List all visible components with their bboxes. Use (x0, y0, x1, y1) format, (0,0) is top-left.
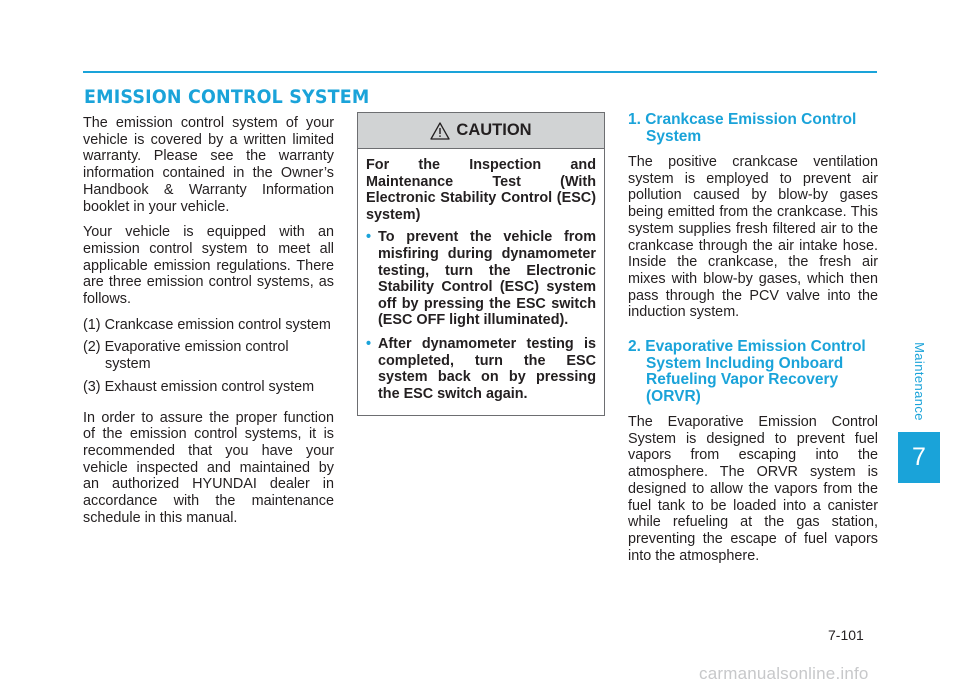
page-title: EMISSION CONTROL SYSTEM (84, 86, 370, 108)
watermark: carmanualsonline.info (699, 664, 869, 683)
warning-triangle-icon (430, 122, 450, 140)
caution-body (358, 149, 604, 402)
side-tab-maintenance[interactable] (898, 335, 940, 428)
section-body-evaporative: The Evaporative Emission Control System is designed to prevent fuel vapors from escaping into the atmosphere. The ORVR system is designed to allow the vapors from the fuel tank to be loaded into a canister while refueling at the gas station, preventing the escape of fuel vapors into the atmosphere. (628, 414, 878, 564)
list-item: (2) Evaporative emission control system (83, 339, 289, 373)
caution-intro: For the Inspection and Maintenance Test (With Electronic Stability Control (ESC) system) (366, 157, 596, 223)
caution-bullet: • After dynamometer testing is completed, turn the ESC system back on by pressing the ESC switch again. (366, 336, 596, 402)
top-divider (83, 71, 877, 73)
right-column (628, 112, 878, 573)
caution-box (357, 112, 605, 416)
side-tab-label: Maintenance (911, 342, 927, 421)
section-body-crankcase: The positive crankcase ventilation system is employed to prevent air pollution caused by blow-by gases being emitted from the crankcase. This system supplies fresh filtered air to the crankcase through the air intake hose. Inside the crankcase, the fresh air mixes with blow-by gases, which then pass through the PCV valve into the induction system. (628, 154, 878, 321)
systems-paragraph: Your vehicle is equipped with an emission control system to meet all applicable emission regulations. There are three emission control systems, as follows. (83, 224, 334, 308)
intro-paragraph: The emission control system of your vehicle is covered by a written limited warranty. Please see the warranty information contained in the Owner’s Handbook & Warranty Information booklet in your vehicle. (83, 115, 334, 215)
caution-label: CAUTION (456, 121, 532, 139)
list-item: (3) Exhaust emission control system (83, 378, 315, 395)
page-number: 7-101 (828, 627, 864, 643)
caution-bullet: • To prevent the vehicle from misfiring during dynamometer testing, turn the Electronic Stability Control (ESC) system off by pressing the ESC switch (ESC OFF light illuminated). (366, 229, 596, 329)
chapter-badge[interactable]: 7 (898, 432, 940, 483)
left-column (83, 115, 334, 535)
caution-bullets (366, 229, 596, 402)
systems-list (83, 317, 334, 396)
closing-paragraph: In order to assure the proper function of the emission control systems, it is recommended that you have your vehicle inspected and maintained by an authorized HYUNDAI dealer in accordance with the maintenance schedule in this manual. (83, 409, 334, 526)
caution-header (358, 113, 604, 149)
list-item: (1) Crankcase emission control system (83, 316, 331, 333)
section-heading-crankcase: 1. Crankcase Emission Control System (628, 111, 857, 145)
section-heading-evaporative: 2. Evaporative Emission Control System Including Onboard Refueling Vapor Recovery (ORVR) (628, 338, 866, 405)
